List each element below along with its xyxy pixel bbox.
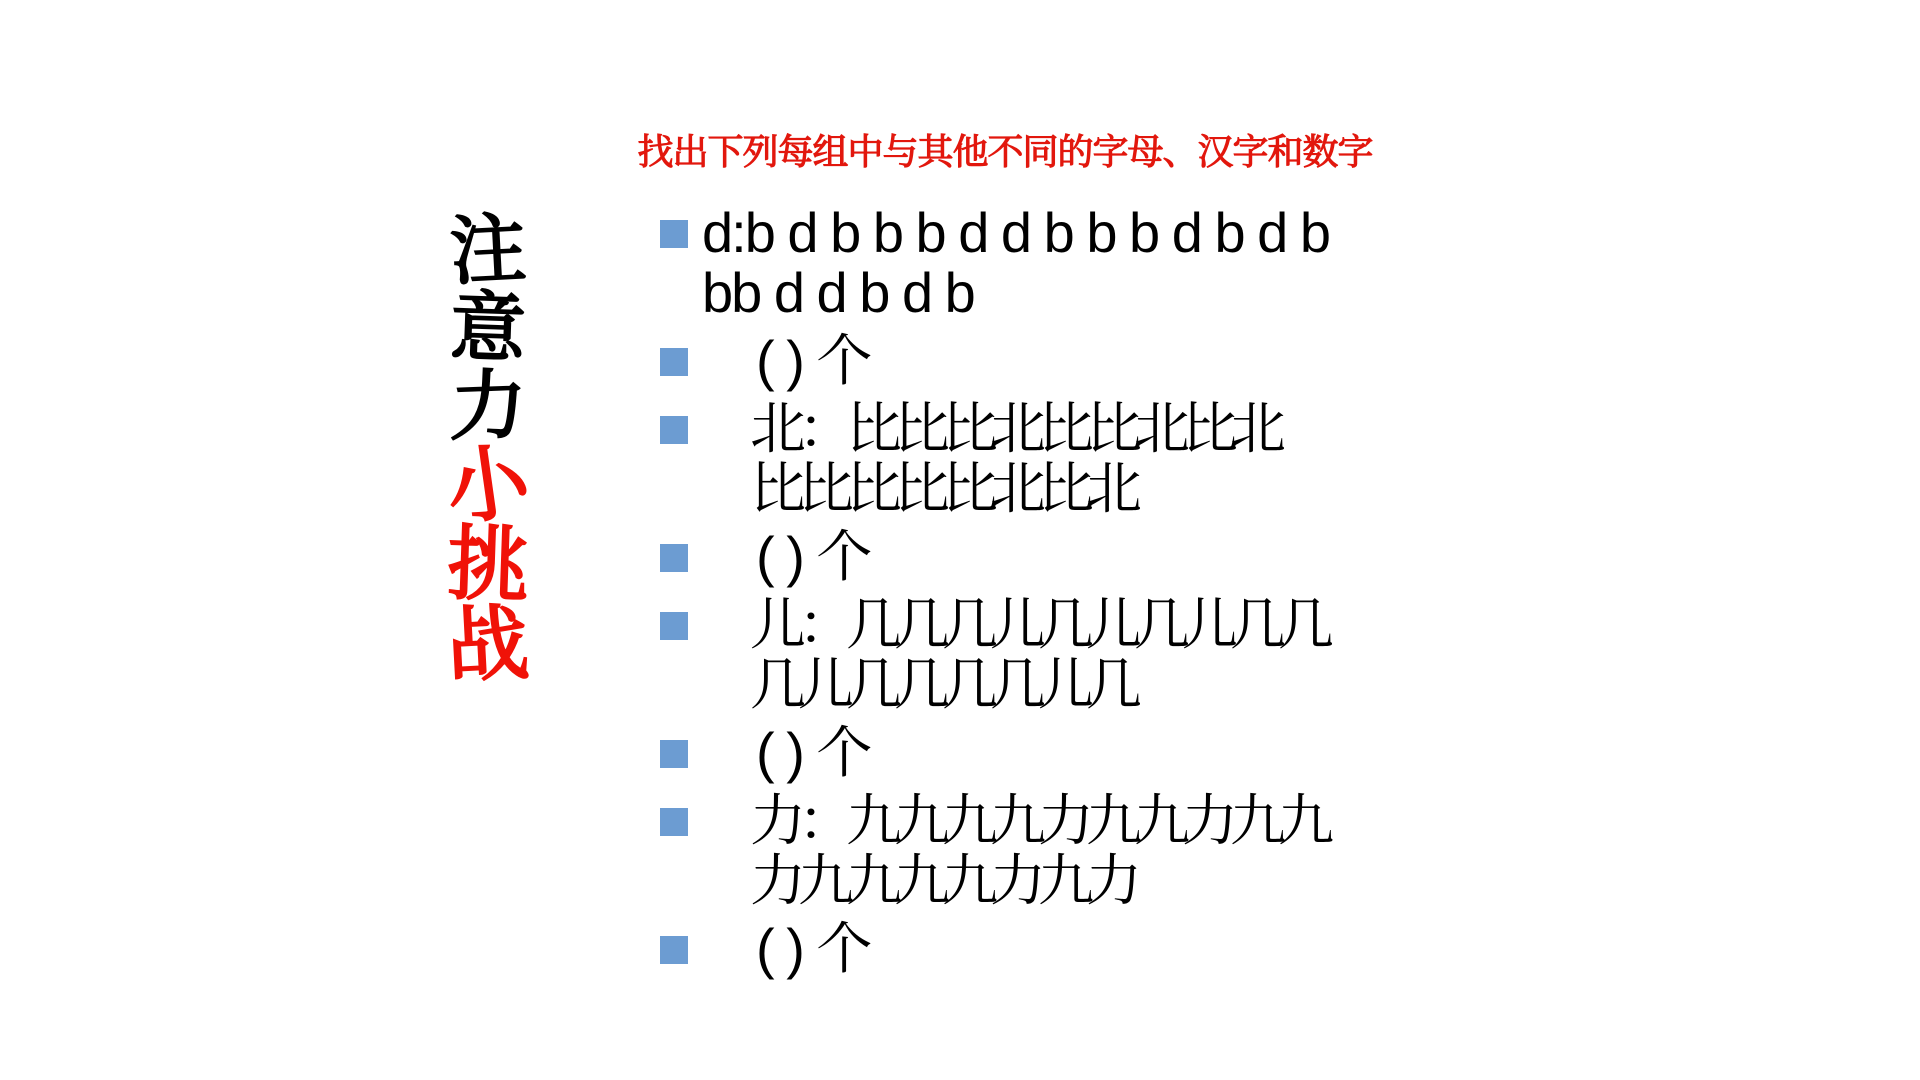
list-item-text [702, 723, 1440, 783]
list-line: 比比比比比北比北 [702, 457, 1134, 520]
list-item [660, 791, 1440, 911]
list-item [660, 399, 1440, 519]
list-line: 北：比比比北比比北比北 [702, 397, 1278, 460]
calligraphy-char: 挑 [445, 515, 531, 615]
list-line: 力九九九九力九力 [702, 849, 1134, 912]
list-item-text [702, 399, 1440, 519]
square-bullet-icon [660, 348, 688, 376]
list-item-text [702, 595, 1440, 715]
list-item [660, 527, 1440, 587]
side-title-calligraphy [408, 203, 568, 696]
list-line: bb d d b d b [702, 261, 974, 324]
list-item-text [702, 527, 1440, 587]
list-item-text [702, 919, 1440, 979]
calligraphy-char: 战 [444, 594, 532, 696]
square-bullet-icon [660, 544, 688, 572]
list-item-text [702, 203, 1440, 323]
calligraphy-char: 注 [447, 203, 529, 296]
calligraphy-char: 力 [448, 359, 528, 452]
list-line: ( ) 个 [702, 525, 871, 588]
list-item [660, 919, 1440, 979]
list-line: ( ) 个 [702, 721, 871, 784]
square-bullet-icon [660, 220, 688, 248]
list-item [660, 723, 1440, 783]
calligraphy-char: 意 [448, 281, 528, 374]
square-bullet-icon [660, 936, 688, 964]
page-title: 找出下列每组中与其他不同的字母、汉字和数字 [637, 131, 1373, 172]
list-line: ( ) 个 [702, 917, 871, 980]
list-item-text [702, 791, 1440, 911]
square-bullet-icon [660, 416, 688, 444]
list-item [660, 203, 1440, 323]
calligraphy-char: 小 [440, 431, 536, 539]
square-bullet-icon [660, 740, 688, 768]
list-line: 力：九九九九力九九力九九 [702, 789, 1326, 852]
list-item [660, 595, 1440, 715]
list-line: d:b d b b b d d b b b d b d b [702, 201, 1329, 264]
list-item-text [702, 331, 1440, 391]
list-line: ( ) 个 [702, 329, 871, 392]
square-bullet-icon [660, 612, 688, 640]
square-bullet-icon [660, 808, 688, 836]
list-line: 几儿几几几几儿几 [702, 653, 1134, 716]
list-item [660, 331, 1440, 391]
list-line: 儿：几几几儿几儿几儿几几 [702, 593, 1326, 656]
puzzle-list [660, 203, 1440, 987]
